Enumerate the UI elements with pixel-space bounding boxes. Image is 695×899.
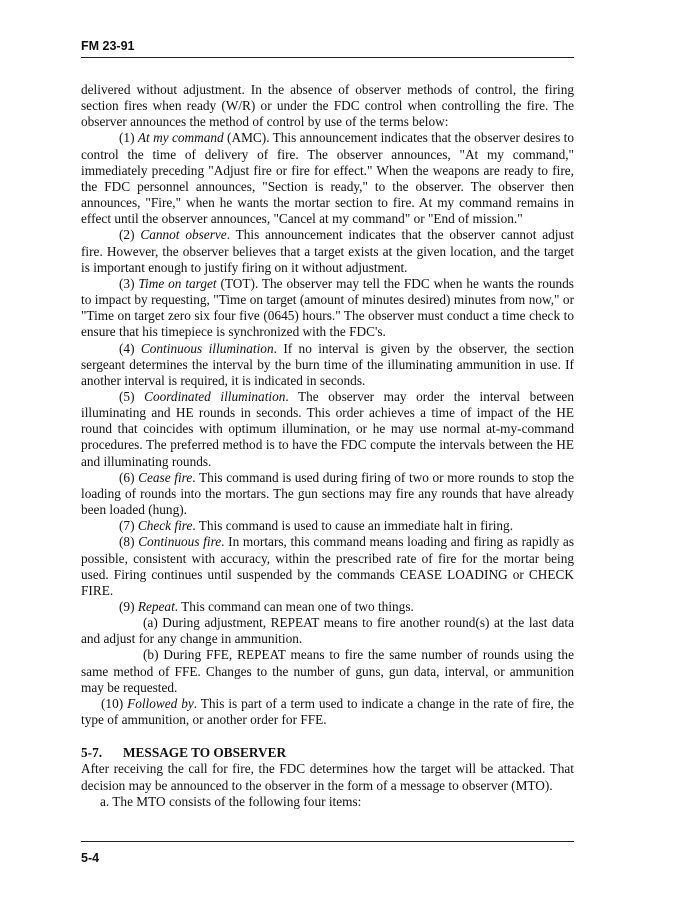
running-head: FM 23-91 [81,39,135,53]
paragraph-check-fire: (7) Check fire. This command is used to cause an immediate halt in firing. [119,518,514,534]
term: Cease fire [138,469,193,485]
footer-rule [81,841,574,842]
paragraph-continuous-illumination: (4) Continuous illumination. If no interval is given by the observer, the section sergeant determines the interval by the burn time of the illuminating ammunition in use. If another interval is required, it is indicated in seconds. [81,340,574,388]
term: Continuous illumination [140,340,274,356]
term: Time on target [138,275,217,291]
section-title: MESSAGE TO OBSERVER [123,745,287,761]
term: Check fire [137,518,193,534]
paragraph-repeat: (9) Repeat. This command can mean one of two things. [119,599,414,614]
term: At my command [137,130,224,146]
section-intro: After receiving the call for fire, the FDC determines how the target will be attacked. That decision may be announced to the observer in the form of a message to observer (MTO). [81,761,574,793]
header-rule [81,57,574,58]
subparagraph-a: (a) During adjustment, REPEAT means to fire another round(s) at the last data and adjust for any change in ammunition. [81,615,574,647]
term: Followed by [127,695,194,711]
page-body [81,82,574,810]
page-number: 5-4 [81,851,100,865]
paragraph-coordinated-illumination: (5) Coordinated illumination. The observer may order the interval between illuminating and HE rounds in seconds. This order achieves a time of impact of the HE round that coincides with optimum illumination, or he may use normal at-my-command procedures. The preferred method is to have the FDC compute the intervals between the HE and illuminating rounds. [81,388,574,469]
subparagraph-b: (b) During FFE, REPEAT means to fire the same number of rounds using the same method of FFE. Changes to the number of guns, gun data, interval, or ammunition may be requested. [81,647,574,695]
section-number: 5-7. [81,745,103,761]
paragraph-time-on-target: (3) Time on target (TOT). The observer may tell the FDC when he wants the rounds to impact by requesting, "Time on target (amount of minutes desired) minutes from now," or "Time on target zero six four five (0645) hours." The observer must conduct a time check to ensure that his timepiece is synchronized with the FDC's. [81,275,574,340]
paragraph-followed-by: (10) Followed by. This is part of a term used to indicate a change in the rate of fire, the type of ammunition, or another order for FFE. [81,695,574,728]
paragraph-continuous-fire: (8) Continuous fire. In mortars, this command means loading and firing as rapidly as possible, consistent with accuracy, within the prescribed rate of fire for the mortar being used. Firing continues until suspended by the commands CEASE LOADING or CHECK FIRE. [81,534,574,598]
term: Continuous fire [138,534,222,550]
paragraph-cease-fire: (6) Cease fire. This command is used during firing of two or more rounds to stop the loading of rounds into the mortars. The gun sections may fire any rounds that have already been loaded (hung). [81,469,574,518]
section-heading [81,745,574,761]
paragraph-cannot-observe: (2) Cannot observe. This announcement indicates that the observer cannot adjust fire. However, the observer believes that a target exists at the given location, and the target is important enough to justify firing on it without adjustment. [81,227,574,275]
term: Repeat [137,599,175,614]
item-a: a. The MTO consists of the following four items: [100,793,362,809]
paragraph-continuation: delivered without adjustment. In the absence of observer methods of control, the firing section fires when ready (W/R) or under the FDC control when controlling the fire. The observer announces the method of control by use of the terms below: [81,82,574,130]
term: Coordinated illumination [144,388,286,404]
term: Cannot observe [140,227,227,243]
paragraph-at-my-command: (1) At my command (AMC). This announcement indicates that the observer desires to control the time of delivery of fire. The observer announces, "At my command," immediately preceding "Adjust fire or fire for effect." When the weapons are ready to fire, the FDC personnel announces, "Section is ready," to the observer. The observer then announces, "Fire," when he wants the mortar section to fire. At my command remains in effect until the observer announces, "Cancel at my command" or "End of mission." [81,130,574,227]
